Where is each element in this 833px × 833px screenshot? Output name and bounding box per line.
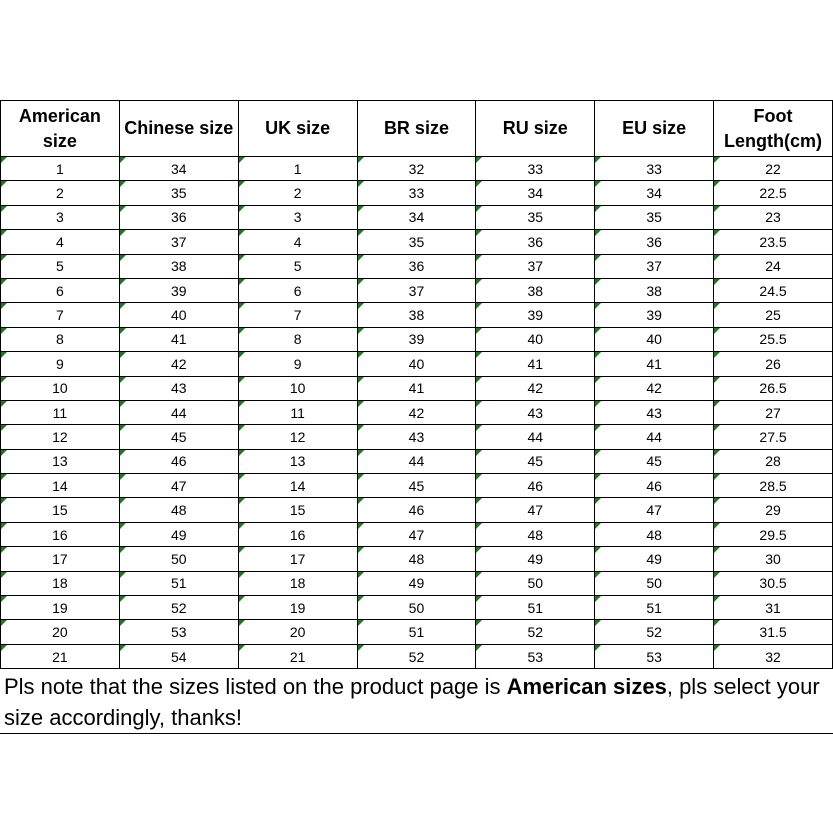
- table-cell: 40: [357, 352, 476, 376]
- table-cell: 1: [1, 157, 120, 181]
- table-cell: 3: [1, 205, 120, 229]
- table-cell: 33: [357, 181, 476, 205]
- size-chart: [0, 100, 833, 734]
- table-cell: 5: [238, 254, 357, 278]
- table-cell: 28: [714, 449, 833, 473]
- table-cell: 39: [119, 278, 238, 302]
- table-cell: 15: [1, 498, 120, 522]
- table-cell: 29.5: [714, 522, 833, 546]
- table-cell: 2: [238, 181, 357, 205]
- table-cell: 6: [1, 278, 120, 302]
- table-cell: 21: [1, 644, 120, 668]
- table-cell: 49: [476, 547, 595, 571]
- table-cell: 5: [1, 254, 120, 278]
- table-body: [1, 157, 833, 669]
- table-cell: 31.5: [714, 620, 833, 644]
- table-cell: 50: [119, 547, 238, 571]
- table-cell: 49: [119, 522, 238, 546]
- table-cell: 35: [595, 205, 714, 229]
- table-row: [1, 230, 833, 254]
- table-cell: 48: [119, 498, 238, 522]
- table-cell: 7: [1, 303, 120, 327]
- table-cell: 19: [1, 596, 120, 620]
- table-cell: 45: [357, 474, 476, 498]
- table-row: [1, 596, 833, 620]
- table-cell: 53: [119, 620, 238, 644]
- note-text-bold: American sizes: [506, 674, 667, 700]
- table-cell: 1: [238, 157, 357, 181]
- table-cell: 39: [476, 303, 595, 327]
- table-cell: 48: [476, 522, 595, 546]
- column-header: Chinese size: [119, 101, 238, 157]
- table-cell: 47: [119, 474, 238, 498]
- note-text-after: , pls select your size accordingly, thanks!: [4, 674, 820, 731]
- table-cell: 42: [595, 376, 714, 400]
- table-cell: 12: [1, 425, 120, 449]
- table-cell: 13: [238, 449, 357, 473]
- table-cell: 34: [476, 181, 595, 205]
- table-cell: 24.5: [714, 278, 833, 302]
- table-row: [1, 205, 833, 229]
- table-cell: 42: [357, 400, 476, 424]
- table-cell: 44: [357, 449, 476, 473]
- table-cell: 37: [595, 254, 714, 278]
- table-cell: 8: [238, 327, 357, 351]
- table-row: [1, 327, 833, 351]
- table-cell: 43: [119, 376, 238, 400]
- column-header: RU size: [476, 101, 595, 157]
- table-cell: 7: [238, 303, 357, 327]
- table-cell: 44: [119, 400, 238, 424]
- table-cell: 41: [357, 376, 476, 400]
- table-cell: 14: [238, 474, 357, 498]
- table-cell: 22: [714, 157, 833, 181]
- table-cell: 2: [1, 181, 120, 205]
- table-cell: 47: [476, 498, 595, 522]
- table-cell: 17: [238, 547, 357, 571]
- table-cell: 17: [1, 547, 120, 571]
- table-cell: 45: [595, 449, 714, 473]
- table-cell: 23: [714, 205, 833, 229]
- table-cell: 38: [119, 254, 238, 278]
- table-cell: 6: [238, 278, 357, 302]
- table-cell: 40: [476, 327, 595, 351]
- table-cell: 38: [476, 278, 595, 302]
- column-header: UK size: [238, 101, 357, 157]
- table-cell: 20: [1, 620, 120, 644]
- table-cell: 46: [595, 474, 714, 498]
- column-header: Foot Length(cm): [714, 101, 833, 157]
- table-cell: 27.5: [714, 425, 833, 449]
- table-cell: 37: [119, 230, 238, 254]
- table-cell: 11: [1, 400, 120, 424]
- table-cell: 51: [476, 596, 595, 620]
- table-cell: 34: [595, 181, 714, 205]
- table-cell: 36: [595, 230, 714, 254]
- table-row: [1, 376, 833, 400]
- table-cell: 16: [1, 522, 120, 546]
- table-cell: 12: [238, 425, 357, 449]
- note-text-before: Pls note that the sizes listed on the product page is: [4, 674, 507, 700]
- table-row: [1, 352, 833, 376]
- table-row: [1, 620, 833, 644]
- table-cell: 49: [357, 571, 476, 595]
- table-cell: 44: [476, 425, 595, 449]
- table-cell: 3: [238, 205, 357, 229]
- table-cell: 52: [119, 596, 238, 620]
- table-cell: 35: [119, 181, 238, 205]
- table-cell: 48: [595, 522, 714, 546]
- table-cell: 49: [595, 547, 714, 571]
- table-cell: 25.5: [714, 327, 833, 351]
- table-cell: 36: [476, 230, 595, 254]
- table-cell: 22.5: [714, 181, 833, 205]
- table-cell: 52: [476, 620, 595, 644]
- table-row: [1, 181, 833, 205]
- table-cell: 14: [1, 474, 120, 498]
- table-cell: 11: [238, 400, 357, 424]
- table-cell: 36: [357, 254, 476, 278]
- table-row: [1, 278, 833, 302]
- table-cell: 21: [238, 644, 357, 668]
- table-cell: 41: [119, 327, 238, 351]
- table-cell: 46: [357, 498, 476, 522]
- table-cell: 43: [357, 425, 476, 449]
- table-cell: 43: [476, 400, 595, 424]
- table-cell: 35: [357, 230, 476, 254]
- table-row: [1, 425, 833, 449]
- table-cell: 29: [714, 498, 833, 522]
- table-row: [1, 303, 833, 327]
- table-cell: 9: [1, 352, 120, 376]
- table-cell: 10: [238, 376, 357, 400]
- table-cell: 18: [1, 571, 120, 595]
- table-cell: 50: [476, 571, 595, 595]
- table-cell: 13: [1, 449, 120, 473]
- table-cell: 33: [476, 157, 595, 181]
- table-cell: 35: [476, 205, 595, 229]
- table-cell: 47: [357, 522, 476, 546]
- table-cell: 51: [595, 596, 714, 620]
- column-header: American size: [1, 101, 120, 157]
- table-cell: 25: [714, 303, 833, 327]
- header-row: [1, 101, 833, 157]
- table-cell: 32: [357, 157, 476, 181]
- table-cell: 27: [714, 400, 833, 424]
- table-cell: 42: [119, 352, 238, 376]
- table-cell: 42: [476, 376, 595, 400]
- column-header: EU size: [595, 101, 714, 157]
- table-cell: 52: [357, 644, 476, 668]
- table-cell: 45: [476, 449, 595, 473]
- table-cell: 53: [476, 644, 595, 668]
- table-cell: 48: [357, 547, 476, 571]
- table-cell: 37: [476, 254, 595, 278]
- table-cell: 4: [238, 230, 357, 254]
- table-cell: 41: [595, 352, 714, 376]
- table-cell: 46: [476, 474, 595, 498]
- table-cell: 19: [238, 596, 357, 620]
- table-cell: 31: [714, 596, 833, 620]
- table-cell: 28.5: [714, 474, 833, 498]
- table-row: [1, 522, 833, 546]
- table-cell: 38: [357, 303, 476, 327]
- table-row: [1, 644, 833, 668]
- table-cell: 39: [357, 327, 476, 351]
- table-cell: 8: [1, 327, 120, 351]
- table-cell: 33: [595, 157, 714, 181]
- table-cell: 52: [595, 620, 714, 644]
- table-cell: 34: [119, 157, 238, 181]
- table-row: [1, 571, 833, 595]
- table-cell: 37: [357, 278, 476, 302]
- table-row: [1, 547, 833, 571]
- table-cell: 16: [238, 522, 357, 546]
- table-cell: 26: [714, 352, 833, 376]
- size-table: [0, 100, 833, 669]
- table-cell: 51: [119, 571, 238, 595]
- column-header: BR size: [357, 101, 476, 157]
- table-cell: 26.5: [714, 376, 833, 400]
- table-cell: 38: [595, 278, 714, 302]
- table-cell: 20: [238, 620, 357, 644]
- table-cell: 51: [357, 620, 476, 644]
- table-cell: 32: [714, 644, 833, 668]
- table-cell: 44: [595, 425, 714, 449]
- table-cell: 45: [119, 425, 238, 449]
- table-cell: 36: [119, 205, 238, 229]
- table-cell: 46: [119, 449, 238, 473]
- table-row: [1, 449, 833, 473]
- table-cell: 41: [476, 352, 595, 376]
- table-cell: 30.5: [714, 571, 833, 595]
- table-cell: 39: [595, 303, 714, 327]
- table-cell: 50: [357, 596, 476, 620]
- table-cell: 40: [595, 327, 714, 351]
- table-cell: 40: [119, 303, 238, 327]
- table-cell: 43: [595, 400, 714, 424]
- table-row: [1, 157, 833, 181]
- table-cell: 10: [1, 376, 120, 400]
- table-row: [1, 400, 833, 424]
- table-cell: 30: [714, 547, 833, 571]
- table-cell: 34: [357, 205, 476, 229]
- table-cell: 24: [714, 254, 833, 278]
- size-note: [0, 669, 833, 734]
- table-cell: 23.5: [714, 230, 833, 254]
- table-row: [1, 498, 833, 522]
- table-cell: 53: [595, 644, 714, 668]
- table-cell: 4: [1, 230, 120, 254]
- table-row: [1, 254, 833, 278]
- table-cell: 15: [238, 498, 357, 522]
- table-cell: 18: [238, 571, 357, 595]
- table-row: [1, 474, 833, 498]
- table-header: [1, 101, 833, 157]
- table-cell: 47: [595, 498, 714, 522]
- table-cell: 54: [119, 644, 238, 668]
- table-cell: 9: [238, 352, 357, 376]
- table-cell: 50: [595, 571, 714, 595]
